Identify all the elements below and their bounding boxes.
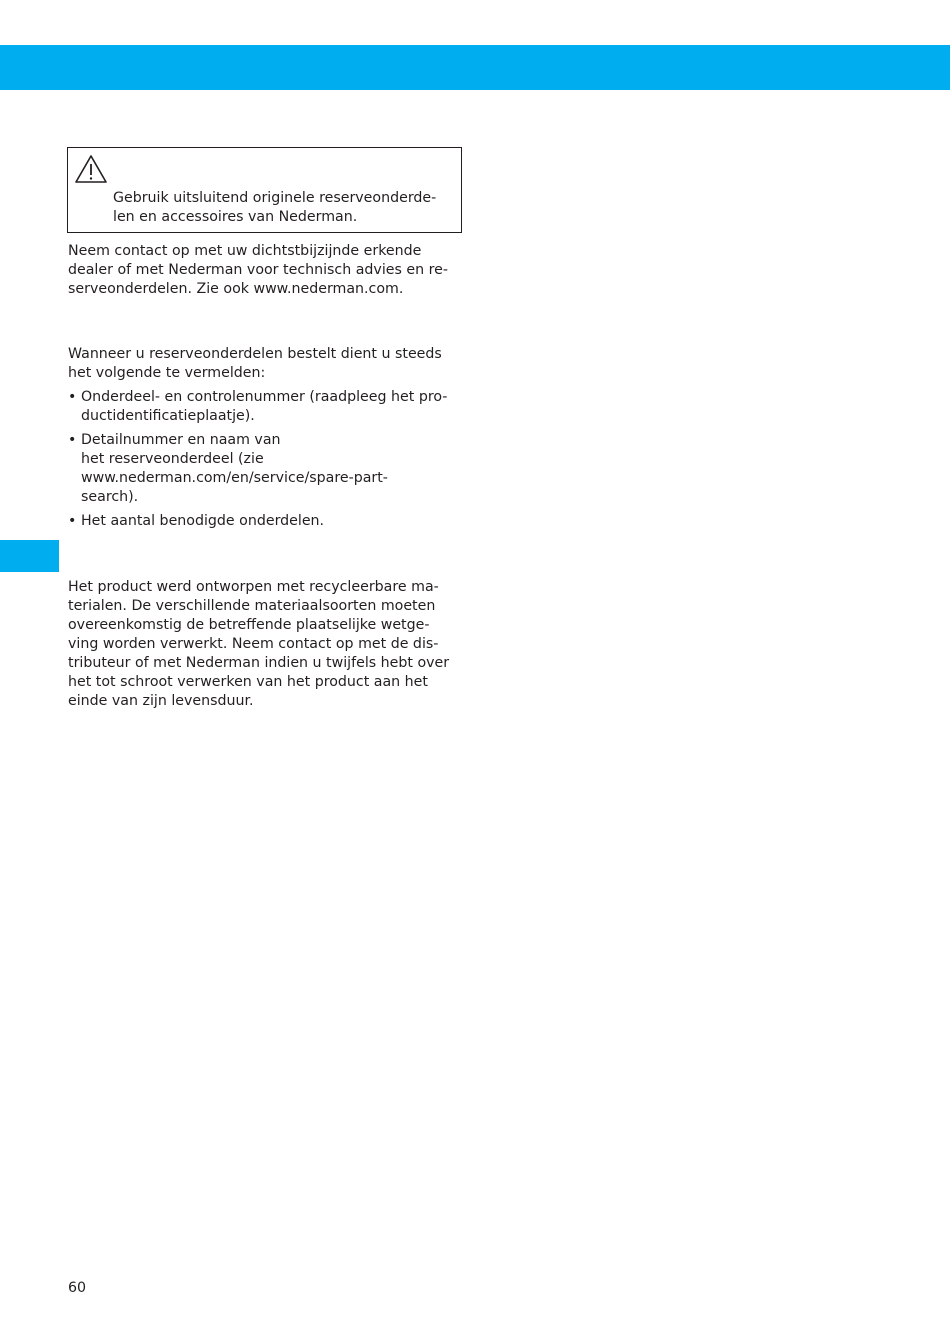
list-item [68, 512, 464, 531]
recycling-line: terialen. De verschillende materiaalsoorten moeten [68, 598, 436, 614]
recycling-line: einde van zijn levensduur. [68, 693, 254, 709]
contact-paragraph [68, 242, 464, 299]
ordering-intro-line: het volgende te vermelden: [68, 365, 266, 381]
list-item-line: www.nederman.com/en/service/spare-part- [81, 470, 388, 486]
list-item-line: • Het aantal benodigde onderdelen. [81, 513, 325, 529]
ordering-intro-line: Wanneer u reserveonderdelen bestelt dient u steeds [68, 346, 442, 362]
recycling-line: ving worden verwerkt. Neem contact op met de dis- [68, 636, 439, 652]
ordering-intro [68, 345, 464, 383]
ordering-list [68, 388, 464, 536]
contact-line: Neem contact op met uw dichtstbijzijnde erkende [68, 243, 422, 259]
warning-line: Gebruik uitsluitend originele reserveonderde- [113, 190, 437, 206]
list-item-line: het reserveonderdeel (zie [81, 451, 264, 467]
recycling-line: overeenkomstig de betreffende plaatselijke wetge- [68, 617, 430, 633]
page-number: 60 [68, 1280, 87, 1296]
list-item [68, 388, 464, 426]
recycling-line: Het product werd ontworpen met recycleerbare ma- [68, 579, 439, 595]
contact-line: dealer of met Nederman voor technisch advies en re- [68, 262, 449, 278]
warning-box [67, 147, 462, 233]
recycling-line: het tot schroot verwerken van het product aan het [68, 674, 428, 690]
list-item-line: • Detailnummer en naam van [81, 432, 281, 448]
section-tab-marker [0, 540, 59, 572]
contact-line: serveonderdelen. Zie ook www.nederman.com. [68, 281, 404, 297]
list-item-line: ductidentificatieplaatje). [81, 408, 255, 424]
list-item-line: • Onderdeel- en controlenummer (raadpleeg het pro- [81, 389, 448, 405]
list-item [68, 431, 464, 507]
warning-line: len en accessoires van Nederman. [113, 209, 358, 225]
recycling-line: tributeur of met Nederman indien u twijfels hebt over [68, 655, 450, 671]
list-item-line: search). [81, 489, 139, 505]
warning-text [113, 189, 458, 227]
warning-triangle-icon [74, 154, 108, 184]
recycling-paragraph [68, 578, 464, 711]
header-color-bar [0, 45, 950, 90]
